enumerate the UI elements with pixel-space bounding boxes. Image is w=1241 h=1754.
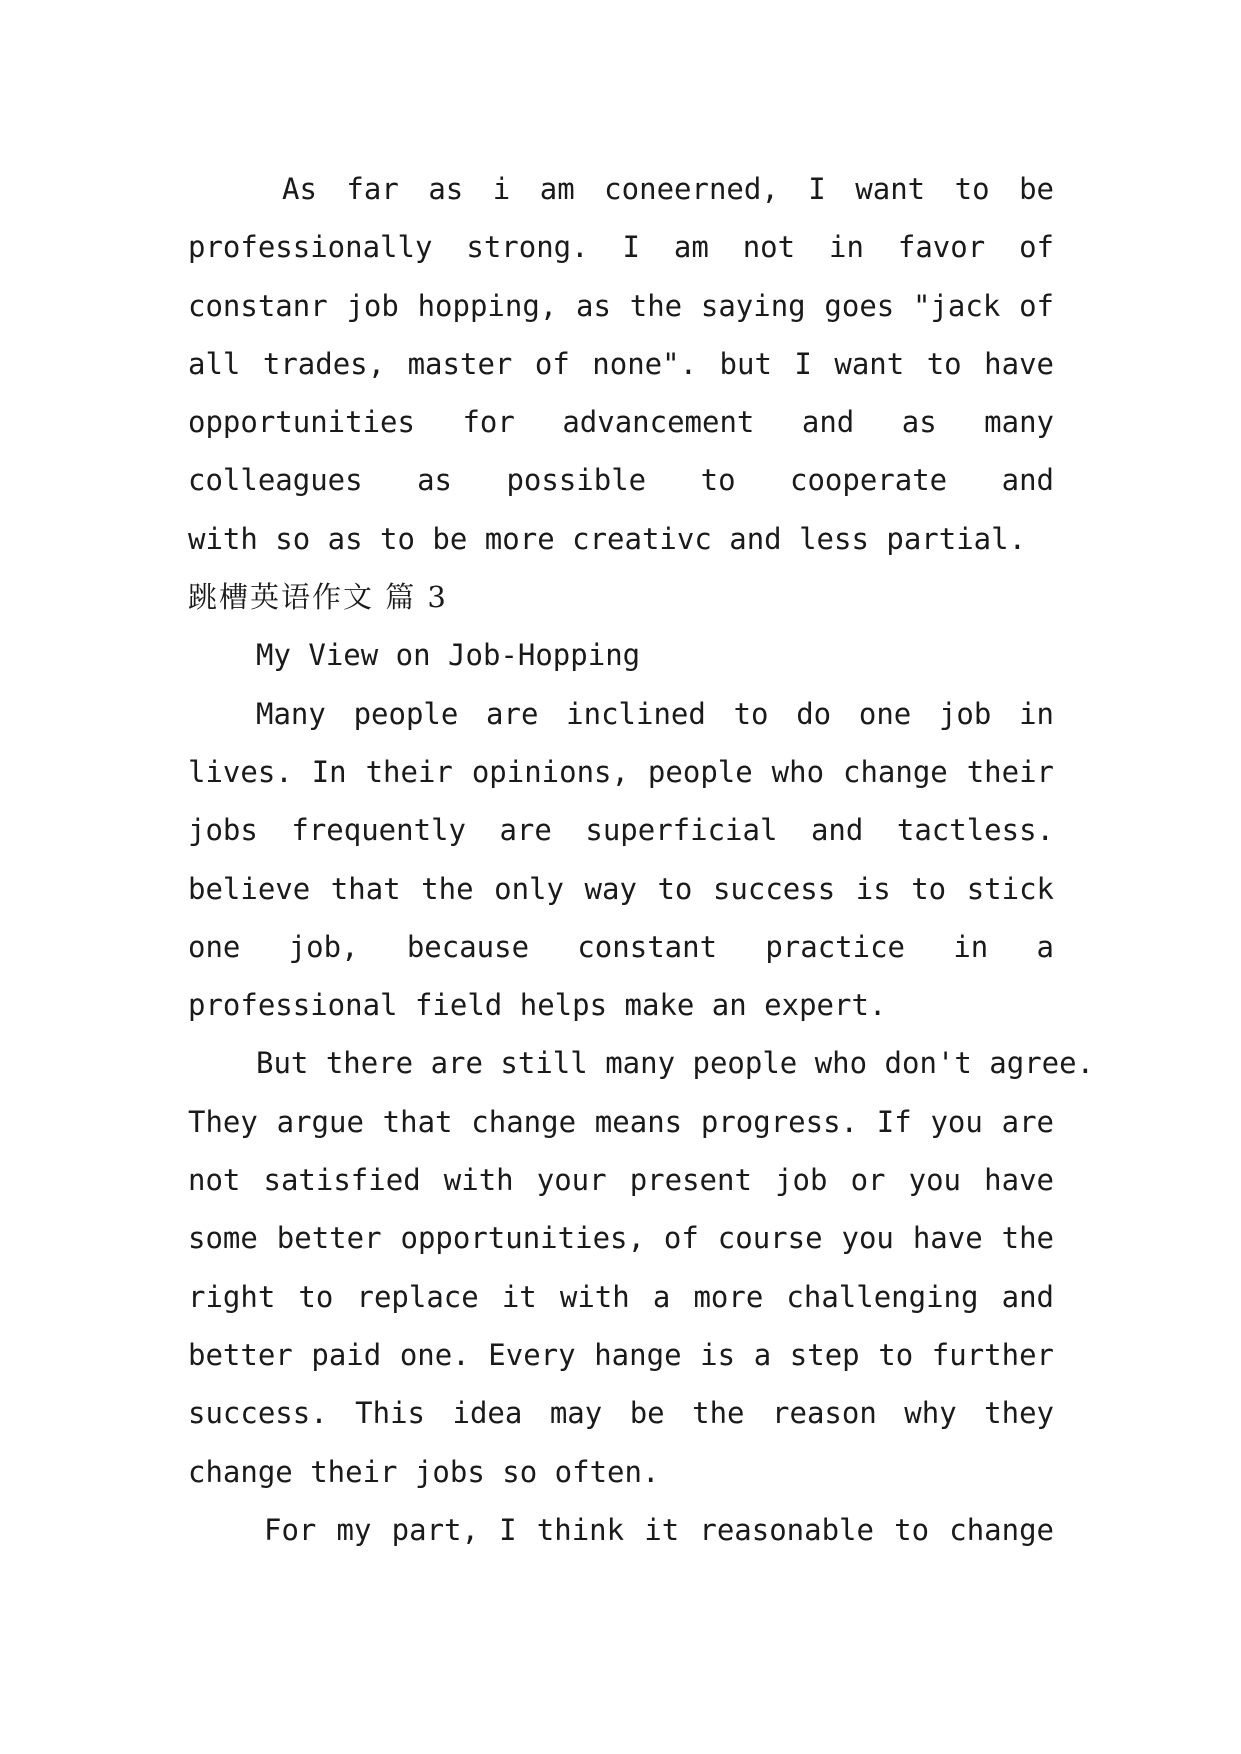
paragraph-line: colleagues as possible to cooperate and (188, 463, 1054, 498)
paragraph-line: professional field helps make an expert. (188, 988, 887, 1023)
paragraph-line: But there are still many people who don't agree. (256, 1046, 1095, 1081)
paragraph-line: success. This idea may be the reason why they (188, 1396, 1054, 1431)
paragraph-line: right to replace it with a more challenging and (188, 1279, 1054, 1314)
paragraph-line: all trades, master of none". but I want to have (188, 346, 1054, 381)
paragraph-line: jobs frequently are superficial and tactless. (188, 813, 1054, 848)
paragraph-line: lives. In their opinions, people who change their (188, 754, 1054, 789)
paragraph-line: some better opportunities, of course you have the (188, 1221, 1054, 1256)
document-body (188, 160, 1095, 1559)
paragraph-line: professionally strong. I am not in favor of (188, 230, 1054, 265)
paragraph-line: believe that the only way to success is to stick (188, 871, 1054, 906)
section-heading: 跳槽英语作文 篇 3 (188, 580, 448, 615)
paragraph-line: opportunities for advancement and as many (188, 405, 1054, 440)
paragraph-line: As far as i am coneerned, I want to be (282, 172, 1054, 206)
paragraph-line: with so as to be more creativc and less partial. (188, 521, 1027, 556)
paragraph-line: For my part, I think it reasonable to change (264, 1512, 1054, 1547)
paragraph-line: They argue that change means progress. If you are (188, 1104, 1054, 1139)
paragraph-line: not satisfied with your present job or you have (188, 1163, 1054, 1198)
paragraph-line: better paid one. Every hange is a step to further (188, 1337, 1054, 1372)
paragraph-line: Many people are inclined to do one job in (256, 696, 1054, 731)
paragraph-line: change their jobs so often. (188, 1454, 660, 1489)
paragraph-line: one job, because constant practice in a (188, 929, 1054, 964)
essay-title: My View on Job-Hopping (256, 638, 641, 673)
paragraph-line: constanr job hopping, as the saying goes "jack of (188, 288, 1054, 323)
